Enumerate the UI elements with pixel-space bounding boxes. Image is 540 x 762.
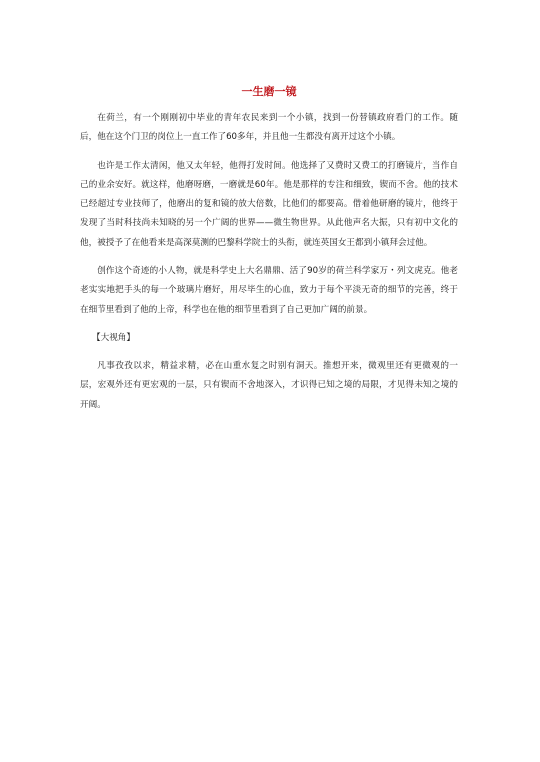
closing-paragraph: 凡事孜孜以求，精益求精，必在山重水复之时别有洞天。推想开来，微观里还有更微观的一层，宏观外还有更宏观的一层，只有锲而不舍地深入，才识得已知之境的局限，才见得未知之境的开阔。 — [80, 360, 458, 410]
paragraph-3: 创作这个奇迹的小人物，就是科学史上大名鼎鼎、活了90岁的荷兰科学家万・列文虎克。他老老实实地把手头的每一个玻璃片磨好，用尽毕生的心血，致力于每个平淡无奇的细节的完善，终于在细节里看到了他的上帝，科学也在他的细节里看到了自己更加广阔的前景。 — [80, 266, 458, 315]
section-label: 【大视角】 — [92, 332, 135, 343]
paragraph-2: 也许是工作太清闲，他又太年轻，他得打发时间。他选择了又费时又费工的打磨镜片，当作自己的业余安好。就这样，他磨呀磨，一磨就是60年。他是那样的专注和细致，锲而不舍。他的技术已经超过专业技师了，他磨出的复和镜的放大倍数，比他们的都要高。借着他研磨的镜片，他终于发现了当时科技尚未知晓的另一个广阔的世界——微生物世界。从此他声名大振，只有初中文化的他，被授予了在他看来是高深莫测的巴黎科学院士的头衔，就连英国女王都到小镇拜会过他。 — [80, 160, 458, 248]
document-body — [80, 84, 458, 424]
paragraph-1: 在荷兰，有一个刚刚初中毕业的青年农民来到一个小镇，找到一份替镇政府看门的工作。随后，他在这个门卫的岗位上一直工作了60多年，并且他一生都没有离开过这个小镇。 — [80, 113, 458, 143]
document-title: 一生磨一镜 — [241, 85, 297, 98]
